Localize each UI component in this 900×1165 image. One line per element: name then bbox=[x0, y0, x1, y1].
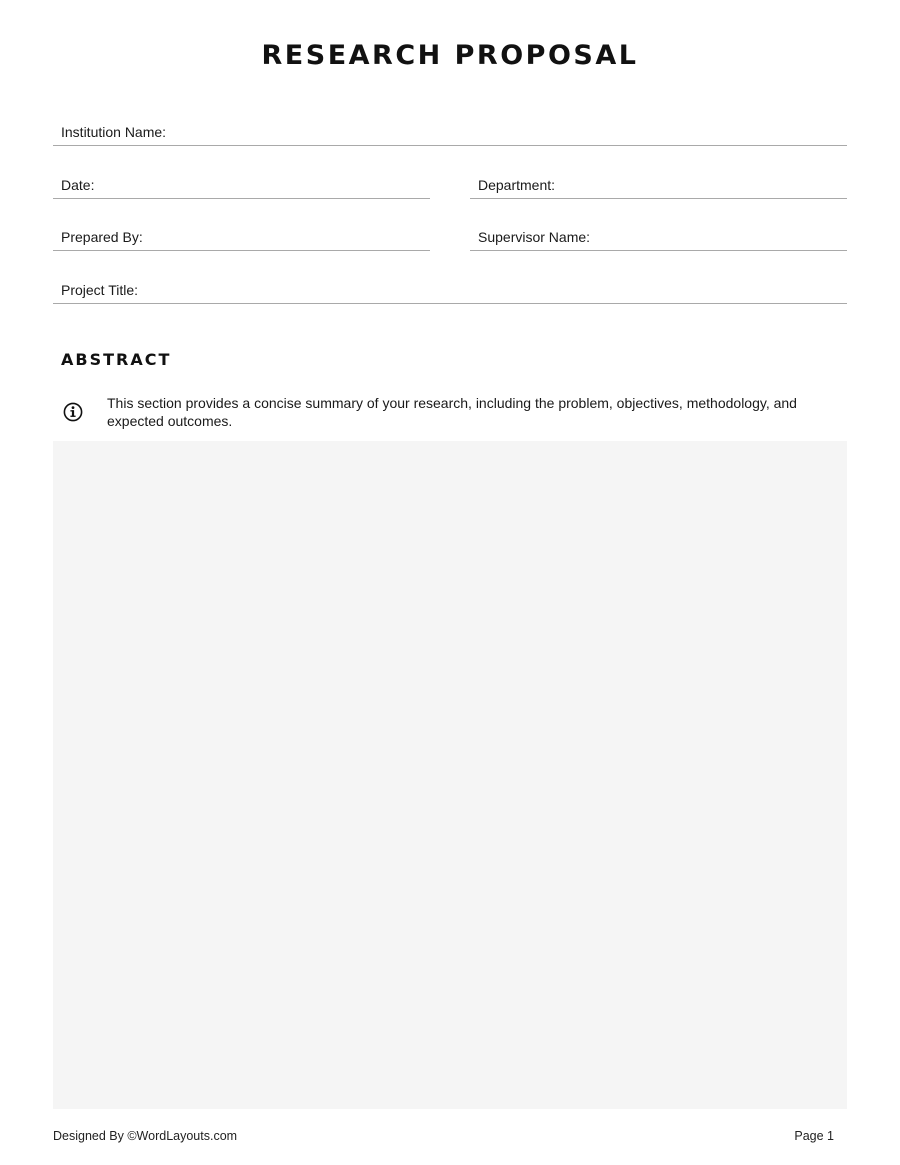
department-label: Department: bbox=[478, 177, 556, 193]
institution-name-field[interactable] bbox=[53, 117, 847, 146]
supervisor-name-label: Supervisor Name: bbox=[478, 229, 591, 245]
institution-name-label: Institution Name: bbox=[61, 124, 167, 140]
abstract-heading: ABSTRACT bbox=[61, 350, 172, 369]
info-icon bbox=[63, 402, 83, 422]
page-number: Page 1 bbox=[794, 1129, 834, 1143]
date-label: Date: bbox=[61, 177, 95, 193]
prepared-by-label: Prepared By: bbox=[61, 229, 143, 245]
project-title-field[interactable] bbox=[53, 275, 847, 304]
project-title-label: Project Title: bbox=[61, 282, 139, 298]
page-title: RESEARCH PROPOSAL bbox=[261, 40, 639, 71]
abstract-text-area[interactable] bbox=[53, 441, 847, 1109]
supervisor-name-field[interactable] bbox=[470, 222, 847, 251]
abstract-instruction: This section provides a concise summary of your research, including the problem, objectives, methodology, and expected outcomes. bbox=[107, 395, 797, 429]
footer-credit: Designed By ©WordLayouts.com bbox=[53, 1129, 238, 1143]
prepared-by-field[interactable] bbox=[53, 222, 430, 251]
department-field[interactable] bbox=[470, 170, 847, 199]
date-field[interactable] bbox=[53, 170, 430, 199]
